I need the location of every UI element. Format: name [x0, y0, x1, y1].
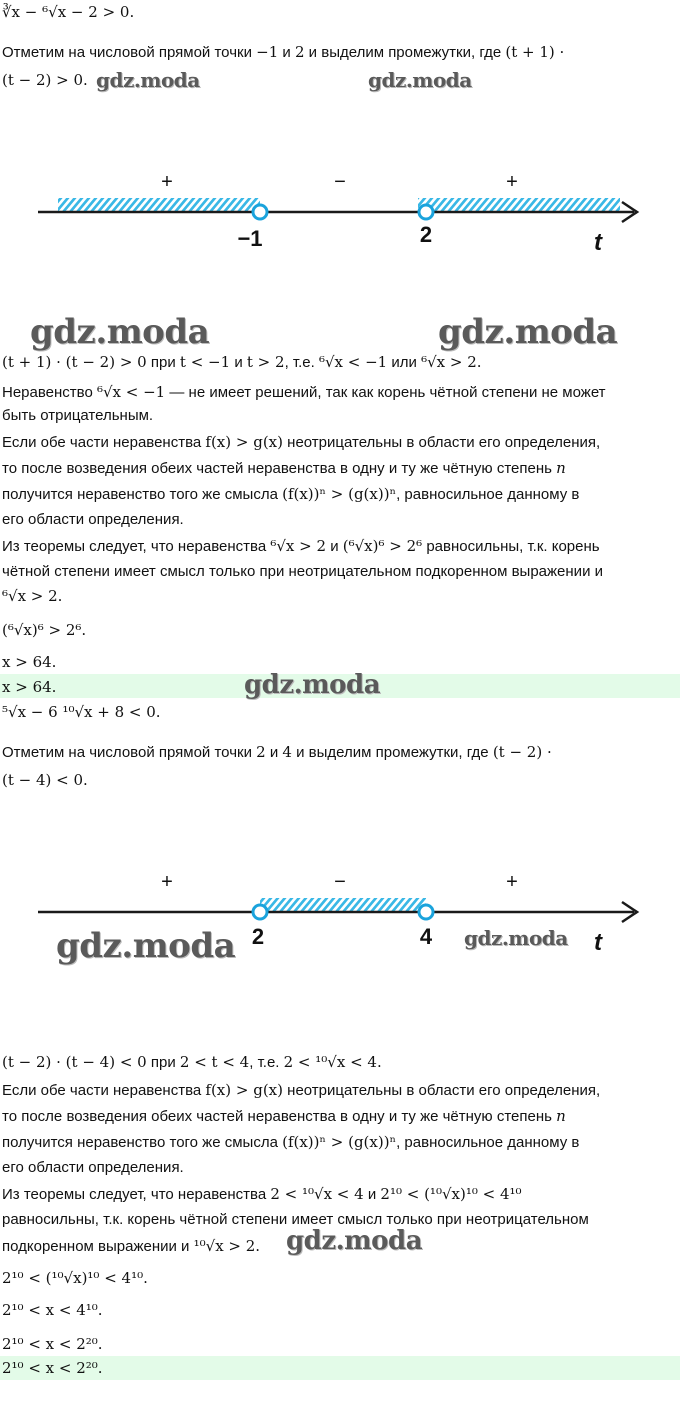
text: при: [146, 1054, 180, 1071]
text: , т.е.: [284, 354, 319, 371]
watermark: gdz.moda: [96, 68, 200, 92]
text: то после возведения обеих частей неравенства в одну и ту же чётную степень: [2, 460, 557, 477]
expression: (f(x))ⁿ > (g(x))ⁿ: [282, 485, 397, 503]
expression: (f(x))ⁿ > (g(x))ⁿ: [282, 1133, 397, 1151]
mark-points-line-2: [2, 742, 680, 763]
watermark: gdz.moda: [30, 312, 210, 352]
expression: 2 < ¹⁰√x < 4: [270, 1185, 364, 1203]
solution-step: 2¹⁰ < x < 4¹⁰.: [2, 1301, 103, 1319]
expression: (t + 1) · (t − 2) > 0: [2, 353, 147, 371]
sign-right: +: [506, 871, 518, 893]
theorem-line: [2, 432, 680, 453]
text: получится неравенство того же смысла: [2, 1134, 283, 1151]
expression: (t + 1) ·: [505, 43, 565, 61]
follow-line-expression: ⁶√x > 2.: [2, 587, 63, 605]
watermark: gdz.moda: [368, 68, 472, 92]
mark-points-expression-1: (t − 2) > 0.: [2, 71, 88, 89]
solution-step: 2¹⁰ < x < 2²⁰.: [2, 1335, 103, 1353]
result-line-1: [2, 352, 680, 373]
point-value: 2: [256, 743, 266, 761]
text: и: [278, 44, 295, 61]
theorem-line: его области определения.: [2, 1159, 184, 1176]
no-solution-line: [2, 382, 680, 403]
theorem-line: [2, 1132, 680, 1153]
inequality-1: ∛x − ⁶√x − 2 > 0.: [2, 3, 135, 21]
text: и: [265, 744, 283, 761]
expression: ⁶√x > 2: [270, 537, 327, 555]
text: Неравенство: [2, 384, 97, 401]
point-right-ring: [419, 905, 433, 919]
text: то после возведения обеих частей неравенства в одну и ту же чётную степень: [2, 1108, 557, 1125]
answer-2: 2¹⁰ < x < 2²⁰.: [2, 1359, 103, 1377]
expression: 2 < ¹⁰√x < 4.: [283, 1053, 382, 1071]
expression: ⁶√x < −1: [96, 383, 166, 401]
text: или: [387, 354, 422, 371]
text: и: [326, 538, 343, 555]
expression: ⁶√x > 2.: [421, 353, 482, 371]
expression: f(x) > g(x): [205, 1081, 283, 1099]
hatched-region-left: [58, 198, 260, 211]
expression: f(x) > g(x): [205, 433, 283, 451]
text: получится неравенство того же смысла: [2, 486, 283, 503]
text: Если обе части неравенства: [2, 1082, 206, 1099]
sign-middle: −: [334, 871, 346, 893]
text: подкоренном выражении и: [2, 1238, 194, 1255]
no-solution-line-2: быть отрицательным.: [2, 407, 154, 424]
solution-step: 2¹⁰ < (¹⁰√x)¹⁰ < 4¹⁰.: [2, 1269, 148, 1287]
text: , равносильное данному в: [396, 486, 580, 503]
mark-points-line-1: [2, 42, 680, 63]
text: при: [146, 354, 180, 371]
watermark: gdz.moda: [244, 670, 381, 700]
sign-right: +: [506, 171, 518, 193]
expression: ⁶√x < −1: [318, 353, 388, 371]
theorem-line: [2, 484, 680, 505]
theorem-line: [2, 458, 680, 479]
text: Отметим на числовой прямой точки: [2, 744, 257, 761]
expression: n: [556, 459, 566, 477]
expression: n: [556, 1107, 566, 1125]
point-right-label: 2: [419, 222, 433, 247]
expression: (t − 2) ·: [492, 743, 552, 761]
follow-line: равносильны, т.к. корень чётной степени имеет смысл только при неотрицательном: [2, 1211, 589, 1228]
theorem-line: [2, 1080, 680, 1101]
hatched-region-middle: [260, 898, 426, 911]
point-value: 2: [294, 43, 305, 61]
text: и: [230, 354, 247, 371]
solution-step: x > 64.: [2, 653, 57, 671]
text: и: [363, 1186, 381, 1203]
point-right-label: 4: [419, 924, 433, 949]
text: неотрицательны в области его определения,: [283, 434, 601, 451]
axis-variable: t: [594, 929, 602, 956]
text: равносильны, т.к. корень: [422, 538, 600, 555]
text: — не имеет решений, так как корень чётной степени не может: [165, 384, 606, 401]
solution-step: (⁶√x)⁶ > 2⁶.: [2, 621, 87, 639]
point-left-label: 2: [251, 924, 265, 949]
follow-line: [2, 536, 680, 557]
watermark: gdz.moda: [438, 312, 618, 352]
text: Из теоремы следует, что неравенства: [2, 1186, 271, 1203]
condition: t > 2: [246, 353, 285, 371]
sign-left: +: [161, 871, 173, 893]
mark-points-expression-2: (t − 4) < 0.: [2, 771, 88, 789]
text: и выделим промежутки, где: [304, 44, 506, 61]
point-left-label: −1: [237, 226, 263, 251]
point-left-ring: [253, 205, 267, 219]
point-left-ring: [253, 905, 267, 919]
hatched-region-right: [418, 198, 620, 211]
text: , равносильное данному в: [396, 1134, 580, 1151]
text: , т.е.: [249, 1054, 284, 1071]
condition: t < −1: [179, 353, 231, 371]
result-line-2: [2, 1052, 680, 1073]
text: и выделим промежутки, где: [291, 744, 493, 761]
text: Из теоремы следует, что неравенства: [2, 538, 271, 555]
text: неотрицательны в области его определения,: [283, 1082, 601, 1099]
point-value: 4: [282, 743, 292, 761]
watermark: gdz.moda: [56, 926, 236, 966]
text: Отметим на числовой прямой точки: [2, 44, 257, 61]
number-line-1: [0, 160, 680, 270]
expression: ¹⁰√x > 2.: [193, 1237, 261, 1255]
condition: 2 < t < 4: [179, 1053, 250, 1071]
sign-left: +: [161, 171, 173, 193]
point-value: −1: [256, 43, 279, 61]
point-right-ring: [419, 205, 433, 219]
expression: (⁶√x)⁶ > 2⁶: [342, 537, 423, 555]
follow-line: [2, 1184, 680, 1205]
expression: (t − 2) · (t − 4) < 0: [2, 1053, 147, 1071]
follow-line: чётной степени имеет смысл только при неотрицательном подкоренном выражении и: [2, 563, 603, 580]
expression: 2¹⁰ < (¹⁰√x)¹⁰ < 4¹⁰: [380, 1185, 522, 1203]
inequality-2: ⁵√x − 6 ¹⁰√x + 8 < 0.: [2, 703, 161, 721]
axis-variable: t: [594, 229, 602, 256]
theorem-line: [2, 1106, 680, 1127]
sign-middle: −: [334, 171, 346, 193]
text: Если обе части неравенства: [2, 434, 206, 451]
answer-1: x > 64.: [2, 678, 57, 696]
watermark: gdz.moda: [286, 1226, 423, 1256]
theorem-line: его области определения.: [2, 511, 184, 528]
watermark: gdz.moda: [464, 926, 568, 950]
